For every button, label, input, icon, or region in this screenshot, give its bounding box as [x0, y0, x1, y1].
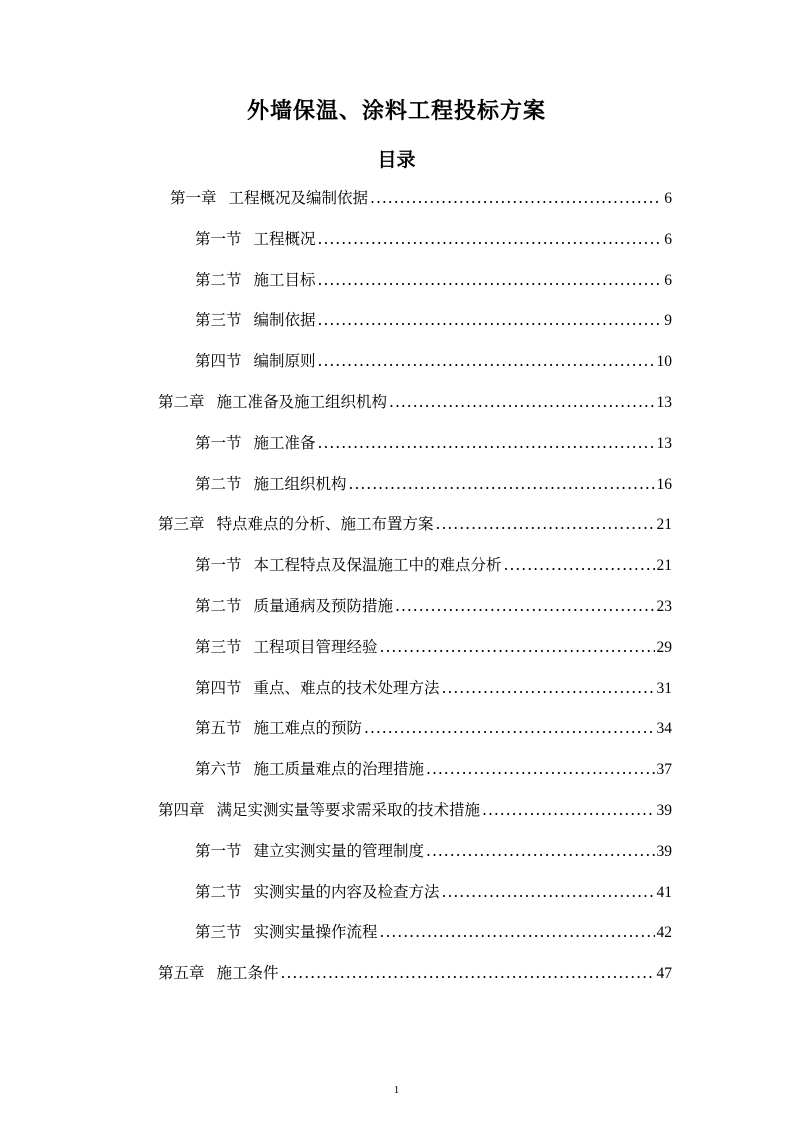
toc-entry-number: 第一节 — [195, 556, 242, 575]
toc-chapter-entry[interactable] — [158, 959, 672, 987]
toc-entry-label: 编制原则 — [253, 352, 316, 371]
toc-dot-leader — [380, 918, 655, 946]
toc-entry-label: 质量通病及预防措施 — [253, 597, 394, 615]
toc-entry-page: 29 — [656, 638, 672, 656]
toc-entry-page: 23 — [656, 598, 672, 615]
toc-entry-label: 工程项目管理经验 — [253, 637, 378, 656]
toc-section-entry[interactable] — [195, 878, 672, 906]
toc-chapter-entry[interactable] — [170, 184, 672, 212]
toc-dot-leader — [318, 225, 663, 253]
toc-entry-page: 31 — [656, 679, 672, 697]
toc-entry-number: 第六节 — [195, 760, 242, 779]
toc-entry-number: 第四节 — [195, 352, 242, 371]
toc-entry-number: 第三节 — [195, 923, 242, 942]
toc-entry-label: 编制依据 — [253, 311, 316, 330]
toc-section-entry[interactable] — [195, 347, 672, 375]
toc-dot-leader — [504, 551, 655, 579]
toc-entry-page: 6 — [664, 271, 672, 289]
toc-entry-page: 21 — [656, 516, 672, 534]
toc-section-entry[interactable] — [195, 674, 672, 702]
toc-section-entry[interactable] — [195, 306, 672, 334]
toc-dot-leader — [349, 470, 655, 498]
toc-entry-number: 第一节 — [195, 433, 242, 452]
toc-entry-page: 34 — [656, 720, 672, 738]
toc-entry-label: 工程概况 — [253, 229, 316, 248]
document-title: 外墙保温、涂料工程投标方案 — [246, 99, 546, 124]
toc-entry-number: 第三章 — [158, 515, 205, 534]
toc-entry-label: 满足实测实量等要求需采取的技术措施 — [216, 801, 481, 819]
toc-dot-leader — [442, 878, 655, 906]
toc-entry-label: 工程概况及编制依据 — [228, 189, 369, 207]
toc-entry-page: 41 — [656, 883, 672, 901]
toc-entry-page: 10 — [656, 353, 672, 371]
toc-entry-label: 重点、难点的技术处理方法 — [253, 678, 440, 697]
toc-section-entry[interactable] — [195, 592, 672, 620]
toc-entry-number: 第二节 — [195, 474, 242, 493]
toc-entry-page: 47 — [656, 965, 672, 983]
toc-chapter-entry[interactable] — [158, 796, 672, 824]
toc-section-entry[interactable] — [195, 755, 672, 783]
toc-entry-number: 第二节 — [195, 270, 242, 289]
toc-dot-leader — [482, 796, 654, 824]
toc-entry-page: 37 — [656, 761, 672, 779]
toc-entry-page: 6 — [664, 190, 672, 207]
toc-section-entry[interactable] — [195, 918, 672, 946]
toc-entry-number: 第一节 — [195, 229, 242, 248]
toc-entry-number: 第三节 — [195, 637, 242, 656]
toc-entry-page: 39 — [656, 842, 672, 860]
toc-entry-label: 施工条件 — [216, 964, 279, 983]
toc-section-entry[interactable] — [195, 633, 672, 661]
toc-entry-page: 42 — [656, 924, 672, 942]
toc-section-entry[interactable] — [195, 551, 672, 579]
toc-dot-leader — [364, 714, 654, 742]
toc-entry-label: 特点难点的分析、施工布置方案 — [216, 515, 434, 534]
toc-dot-leader — [442, 674, 655, 702]
toc-chapter-entry[interactable] — [158, 510, 672, 538]
toc-entry-label: 施工目标 — [253, 270, 316, 289]
toc-entry-label: 施工组织机构 — [253, 474, 347, 493]
toc-entry-label: 施工准备及施工组织机构 — [216, 393, 388, 411]
toc-entry-label: 施工准备 — [253, 433, 316, 452]
toc-entry-number: 第二节 — [195, 882, 242, 901]
toc-dot-leader — [426, 837, 654, 865]
toc-section-entry[interactable] — [195, 225, 672, 253]
toc-dot-leader — [318, 429, 655, 457]
toc-entry-number: 第二章 — [158, 393, 205, 411]
toc-entry-label: 实测实量操作流程 — [253, 923, 378, 942]
toc-chapter-entry[interactable] — [158, 388, 672, 416]
toc-section-entry[interactable] — [195, 714, 672, 742]
toc-dot-leader — [380, 633, 655, 661]
toc-entry-label: 施工难点的预防 — [253, 719, 363, 738]
toc-section-entry[interactable] — [195, 837, 672, 865]
toc-dot-leader — [389, 388, 654, 416]
toc-dot-leader — [436, 510, 655, 538]
page-number: 1 — [393, 1084, 400, 1096]
toc-dot-leader — [318, 266, 663, 294]
toc-dot-leader — [426, 755, 654, 783]
toc-entry-number: 第五章 — [158, 964, 205, 983]
toc-entry-page: 13 — [656, 394, 672, 411]
toc-dot-leader — [395, 592, 654, 620]
toc-section-entry[interactable] — [195, 470, 672, 498]
toc-dot-leader — [370, 184, 662, 212]
toc-entry-number: 第一节 — [195, 841, 242, 860]
toc-entry-number: 第二节 — [195, 597, 242, 615]
toc-dot-leader — [318, 306, 663, 334]
toc-entry-number: 第五节 — [195, 719, 242, 738]
toc-section-entry[interactable] — [195, 266, 672, 294]
toc-entry-number: 第一章 — [170, 189, 217, 207]
toc-entry-page: 16 — [656, 475, 672, 493]
toc-entry-page: 9 — [664, 312, 672, 330]
toc-entry-number: 第四节 — [195, 678, 242, 697]
toc-entry-label: 本工程特点及保温施工中的难点分析 — [253, 556, 502, 575]
toc-entry-label: 施工质量难点的治理措施 — [253, 760, 425, 779]
toc-section-entry[interactable] — [195, 429, 672, 457]
toc-entry-page: 13 — [656, 434, 672, 452]
toc-entry-page: 6 — [664, 230, 672, 248]
toc-heading: 目录 — [377, 149, 416, 171]
toc-entry-page: 39 — [656, 802, 672, 819]
toc-entry-number: 第四章 — [158, 801, 205, 819]
toc-entry-label: 实测实量的内容及检查方法 — [253, 882, 440, 901]
toc-dot-leader — [281, 959, 655, 987]
toc-dot-leader — [318, 347, 655, 375]
toc-entry-page: 21 — [656, 557, 672, 575]
toc-entry-number: 第三节 — [195, 311, 242, 330]
toc-entry-label: 建立实测实量的管理制度 — [253, 841, 425, 860]
